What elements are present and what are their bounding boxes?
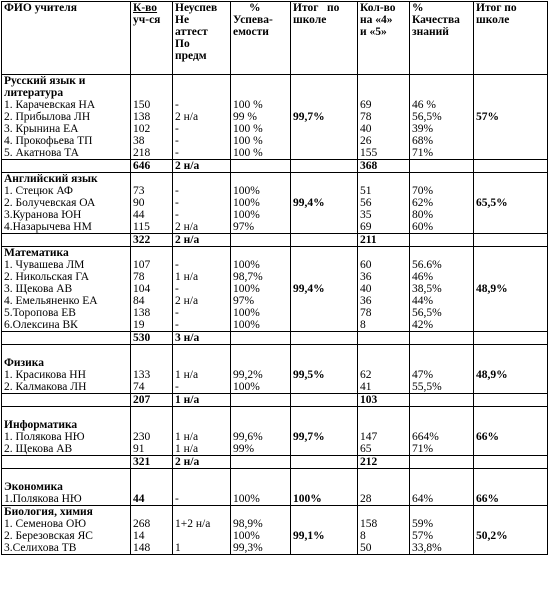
neusp-cell: - - - 2 н/а [173, 173, 231, 234]
usp-cell: 98,9% 100% 99,3% [231, 506, 291, 555]
total-neusp: 3 н/а [173, 332, 231, 345]
usp-cell: 100% 100% 100% 97% [231, 173, 291, 234]
neusp-cell: 1+2 н/а 1 [173, 506, 231, 555]
count-cell: 73 90 44 115 [131, 173, 173, 234]
itog-cell: 99,4% [291, 247, 358, 332]
total-count: 322 [131, 234, 173, 247]
total-neusp: 2 н/а [173, 456, 231, 469]
header-count: К-во уч-ся [131, 2, 173, 75]
neusp-cell: 1 н/а 1 н/а [173, 407, 231, 456]
total-row [2, 234, 548, 247]
header-itog: Итог по школе [291, 2, 358, 75]
total-row [2, 394, 548, 407]
q45-cell: 62 41 [358, 345, 410, 394]
header-usp: % Успева- емости [231, 2, 291, 75]
total-q45: 368 [358, 160, 410, 173]
section-row [2, 506, 548, 555]
kach-cell: 70% 62% 80% 60% [410, 173, 474, 234]
count-cell: 268 14 148 [131, 506, 173, 555]
itog2-cell: 66% [474, 407, 548, 456]
kach-cell: 64% [410, 469, 474, 506]
section-row [2, 407, 548, 456]
section-row [2, 345, 548, 394]
section-row [2, 247, 548, 332]
itog-cell: 99,1% [291, 506, 358, 555]
itog-cell: 99,7% [291, 75, 358, 160]
kach-cell: 46 % 56,5% 39% 68% 71% [410, 75, 474, 160]
total-neusp: 2 н/а [173, 160, 231, 173]
total-row [2, 456, 548, 469]
q45-cell: 158 8 50 [358, 506, 410, 555]
count-cell: 44 [131, 469, 173, 506]
teacher-cell: Экономика 1.Полякова НЮ [2, 469, 131, 506]
count-cell: 133 74 [131, 345, 173, 394]
kach-cell: 664% 71% [410, 407, 474, 456]
kach-cell: 56.6% 46% 38,5% 44% 56,5% 42% [410, 247, 474, 332]
itog2-cell: 48,9% [474, 247, 548, 332]
itog-cell: 100% [291, 469, 358, 506]
header-fio: ФИО учителя [2, 2, 131, 75]
total-q45: 211 [358, 234, 410, 247]
itog-cell: 99,5% [291, 345, 358, 394]
itog-cell: 99,4% [291, 173, 358, 234]
q45-cell: 28 [358, 469, 410, 506]
teacher-cell: Физика 1. Красикова НН 2. Калмакова ЛН [2, 345, 131, 394]
total-q45: 212 [358, 456, 410, 469]
total-neusp: 1 н/а [173, 394, 231, 407]
itog2-cell: 66% [474, 469, 548, 506]
total-q45 [358, 332, 410, 345]
neusp-cell: - 2 н/а - - - [173, 75, 231, 160]
count-cell: 230 91 [131, 407, 173, 456]
header-q45: Кол-во на «4» и «5» [358, 2, 410, 75]
header-row [2, 2, 548, 75]
count-cell: 150 138 102 38 218 [131, 75, 173, 160]
itog2-cell: 57% [474, 75, 548, 160]
itog2-cell: 48,9% [474, 345, 548, 394]
q45-cell: 69 78 40 26 155 [358, 75, 410, 160]
total-neusp: 2 н/а [173, 234, 231, 247]
total-count: 321 [131, 456, 173, 469]
total-count: 646 [131, 160, 173, 173]
neusp-cell: - 1 н/а - 2 н/а - - [173, 247, 231, 332]
teacher-cell: Биология, химия 1. Семенова ОЮ 2. Березовская ЯС 3.Селихова ТВ [2, 506, 131, 555]
total-row [2, 160, 548, 173]
itog2-cell: 65,5% [474, 173, 548, 234]
total-count: 530 [131, 332, 173, 345]
neusp-cell: - [173, 469, 231, 506]
header-itog2: Итог по школе [474, 2, 548, 75]
section-row [2, 173, 548, 234]
results-table [1, 1, 548, 555]
teacher-cell: Информатика 1. Полякова НЮ 2. Щекова АВ [2, 407, 131, 456]
kach-cell: 47% 55,5% [410, 345, 474, 394]
header-neusp: Неуспев Не аттест По предм [173, 2, 231, 75]
usp-cell: 100% [231, 469, 291, 506]
count-cell: 107 78 104 84 138 19 [131, 247, 173, 332]
usp-cell: 100 % 99 % 100 % 100 % 100 % [231, 75, 291, 160]
usp-cell: 99,2% 100% [231, 345, 291, 394]
usp-cell: 100% 98,7% 100% 97% 100% 100% [231, 247, 291, 332]
section-row [2, 469, 548, 506]
q45-cell: 60 36 40 36 78 8 [358, 247, 410, 332]
q45-cell: 51 56 35 69 [358, 173, 410, 234]
teacher-cell: Английский язык 1. Стецюк АФ 2. Болучевская ОА 3.Куранова ЮН 4.Назарычева НМ [2, 173, 131, 234]
q45-cell: 147 65 [358, 407, 410, 456]
total-row [2, 332, 548, 345]
section-row [2, 75, 548, 160]
total-count: 207 [131, 394, 173, 407]
teacher-cell: Русский язык и литература 1. Карачевская НА 2. Прибылова ЛН 3. Крынина ЕА 4. Прокофьева ТП 5. Акатнова ТА [2, 75, 131, 160]
kach-cell: 59% 57% 33,8% [410, 506, 474, 555]
usp-cell: 99,6% 99% [231, 407, 291, 456]
teacher-cell: Математика 1. Чувашева ЛМ 2. Никольская ГА 3. Щекова АВ 4. Емельяненко ЕА 5.Торопова ЕВ 6.Олексина ВК [2, 247, 131, 332]
itog-cell: 99,7% [291, 407, 358, 456]
total-q45: 103 [358, 394, 410, 407]
itog2-cell: 50,2% [474, 506, 548, 555]
neusp-cell: 1 н/а - [173, 345, 231, 394]
header-kach: % Качества знаний [410, 2, 474, 75]
